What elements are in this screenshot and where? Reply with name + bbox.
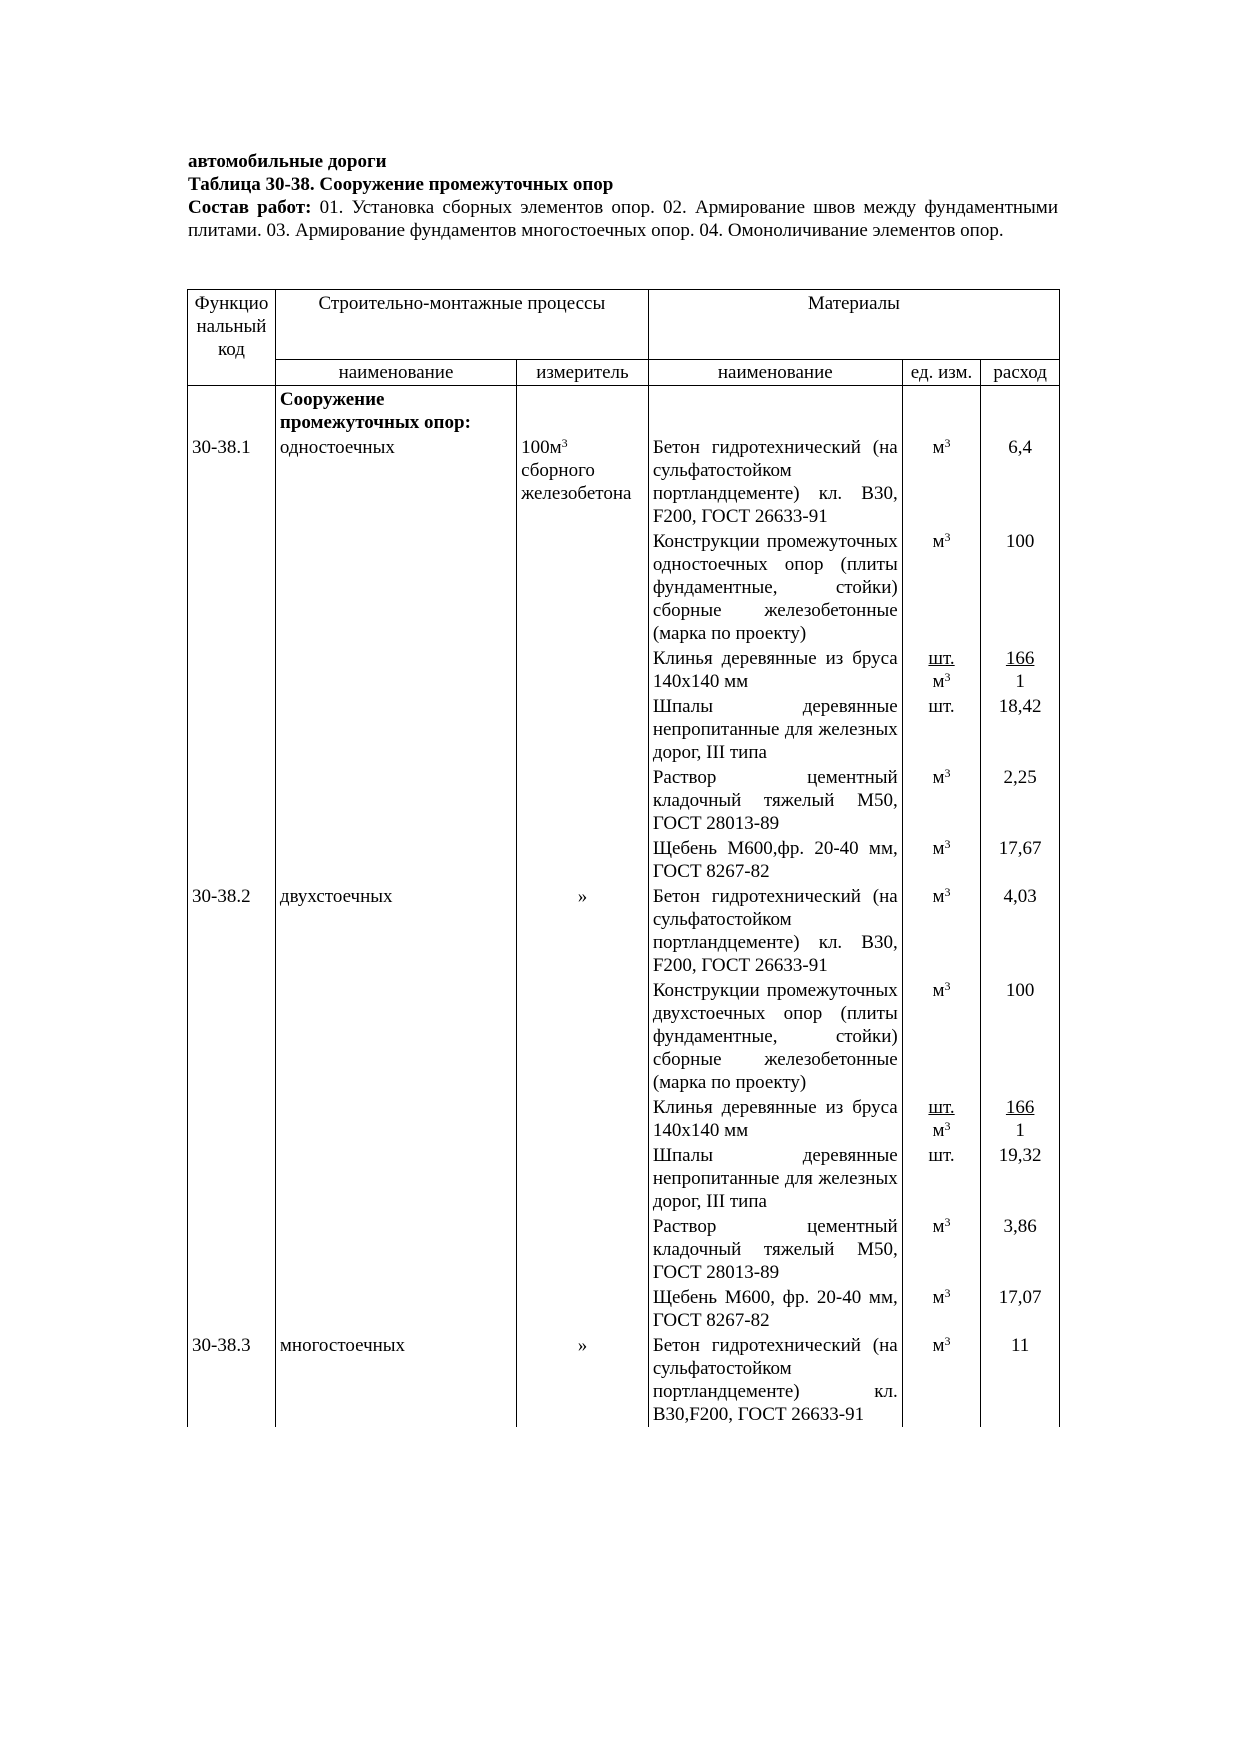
material-cell <box>648 386 902 436</box>
header-materials: Материалы <box>648 290 1059 360</box>
rate-value: 17,67 <box>998 838 1042 859</box>
unit-superscript: 3 <box>944 1215 951 1229</box>
rate-top: 166 <box>1005 648 1035 669</box>
code-cell <box>188 1095 276 1143</box>
table-row <box>188 1143 1060 1214</box>
rate-cell <box>981 646 1060 694</box>
meter-cell <box>517 646 649 694</box>
group-title-cell <box>275 386 516 436</box>
unit-superscript: 3 <box>944 436 951 450</box>
rate-cell <box>981 884 1060 978</box>
rate-cell <box>981 1095 1060 1143</box>
process-name: многостоечных <box>279 1335 406 1356</box>
unit-m: м <box>932 671 945 692</box>
function-code: 30-38.2 <box>192 886 251 907</box>
process-name-cell <box>275 978 516 1095</box>
material-name: Клинья деревянные из бруса 140х140 мм <box>652 648 898 692</box>
material-name-cell <box>648 836 902 884</box>
unit-superscript: 3 <box>944 1119 951 1133</box>
process-name-cell <box>275 1095 516 1143</box>
header-processes: Строительно-монтажные процессы <box>275 290 648 360</box>
code-cell <box>188 529 276 646</box>
process-name-cell <box>275 884 516 978</box>
unit-superscript: 3 <box>944 979 951 993</box>
unit-m: м <box>932 437 945 458</box>
material-name: Раствор цементный кладочный тяжелый М50, ГОСТ 28013-89 <box>652 1216 898 1283</box>
table-row <box>188 884 1060 978</box>
rate-value: 100 <box>1005 980 1035 1001</box>
unit-cell <box>902 1333 981 1427</box>
unit-superscript: 3 <box>944 837 951 851</box>
unit-m: м <box>932 1120 945 1141</box>
unit-cell <box>902 765 981 836</box>
unit-cell <box>902 386 981 436</box>
code-cell <box>188 765 276 836</box>
unit-cell <box>902 435 981 529</box>
header-unit: ед. изм. <box>902 360 981 386</box>
unit-m: м <box>932 1216 945 1237</box>
unit-cell <box>902 836 981 884</box>
material-name: Бетон гидротехнический (на сульфатостойком портландцементе) кл. В30, F200, ГОСТ 26633-91 <box>652 437 898 527</box>
unit-cell <box>902 1095 981 1143</box>
code-cell <box>188 884 276 978</box>
process-name-cell <box>275 1214 516 1285</box>
rate-cell <box>981 978 1060 1095</box>
rate-value: 2,25 <box>1003 767 1037 788</box>
material-name: Щебень М600, фр. 20-40 мм, ГОСТ 8267-82 <box>652 1287 898 1331</box>
unit-pcs: шт. <box>928 1097 955 1118</box>
meter-superscript: 3 <box>561 436 568 450</box>
table-row <box>188 529 1060 646</box>
material-name-cell <box>648 978 902 1095</box>
material-name: Конструкции промежуточных двухстоечных опор (плиты фундаментные, стойки) сборные железобетонные (марка по проекту) <box>652 980 898 1093</box>
table-row <box>188 435 1060 529</box>
unit-pcs: шт. <box>928 696 955 717</box>
code-cell <box>188 694 276 765</box>
table-body <box>188 386 1060 1428</box>
material-name-cell <box>648 1333 902 1427</box>
material-name-cell <box>648 765 902 836</box>
document-header <box>188 150 1058 242</box>
table-row <box>188 694 1060 765</box>
rate-value: 6,4 <box>1008 437 1033 458</box>
unit-superscript: 3 <box>944 1286 951 1300</box>
rate-bottom: 1 <box>1015 671 1025 692</box>
material-name: Конструкции промежуточных одностоечных опор (плиты фундаментные, стойки) сборные железобетонные (марка по проекту) <box>652 531 898 644</box>
rate-cell <box>981 1214 1060 1285</box>
meter-cell <box>517 836 649 884</box>
rate-cell <box>981 1143 1060 1214</box>
rate-value: 4,03 <box>1003 886 1037 907</box>
meter-cell <box>517 1143 649 1214</box>
unit-superscript: 3 <box>944 766 951 780</box>
code-cell <box>188 1214 276 1285</box>
table-row <box>188 836 1060 884</box>
meter-value: 100м <box>521 437 562 458</box>
rate-cell <box>981 836 1060 884</box>
material-name-cell <box>648 1143 902 1214</box>
unit-superscript: 3 <box>944 1334 951 1348</box>
unit-m: м <box>932 531 945 552</box>
material-name: Щебень М600,фр. 20-40 мм, ГОСТ 8267-82 <box>652 838 898 882</box>
material-name: Раствор цементный кладочный тяжелый М50, ГОСТ 28013-89 <box>652 767 898 834</box>
material-name-cell <box>648 694 902 765</box>
rate-value: 100 <box>1005 531 1035 552</box>
group-title: Сооружение промежуточных опор <box>279 389 465 433</box>
process-name-cell <box>275 694 516 765</box>
unit-m: м <box>932 838 945 859</box>
rate-value: 3,86 <box>1003 1216 1037 1237</box>
meter-cell <box>517 978 649 1095</box>
unit-m: м <box>932 886 945 907</box>
norms-table <box>187 289 1060 1427</box>
code-cell <box>188 646 276 694</box>
material-name: Бетон гидротехнический (на сульфатостойком портландцементе) кл. В30, F200, ГОСТ 26633-91 <box>652 886 898 976</box>
table-row-group-title <box>188 386 1060 436</box>
meter-cell <box>517 1285 649 1333</box>
rate-cell <box>981 386 1060 436</box>
section-title: автомобильные дороги <box>188 151 387 172</box>
function-code: 30-38.3 <box>192 1335 251 1356</box>
unit-cell <box>902 1214 981 1285</box>
material-name-cell <box>648 1214 902 1285</box>
group-title-colon: : <box>464 412 471 433</box>
meter-cell <box>517 386 649 436</box>
material-name: Шпалы деревянные непропитанные для железных дорог, III типа <box>652 1145 898 1212</box>
table-row <box>188 1214 1060 1285</box>
code-cell <box>188 978 276 1095</box>
process-name-cell <box>275 529 516 646</box>
code-cell <box>188 1143 276 1214</box>
rate-value: 11 <box>1011 1335 1030 1356</box>
process-name-cell <box>275 1285 516 1333</box>
unit-superscript: 3 <box>944 670 951 684</box>
header-material-name: наименование <box>648 360 902 386</box>
unit-superscript: 3 <box>944 530 951 544</box>
meter-cell <box>517 435 649 529</box>
header-code: Функцио нальный код <box>188 290 276 386</box>
material-name-cell <box>648 529 902 646</box>
meter-cell <box>517 694 649 765</box>
work-composition-text: 01. Установка сборных элементов опор. 02. Армирование швов между фундаментными плитами. 03. Армирование фундаментов многостоечных опор. 04. Омоноличивание элементов опор. <box>188 197 1058 241</box>
process-name-cell <box>275 646 516 694</box>
work-composition-label: Состав работ: <box>188 197 312 218</box>
header-rate: расход <box>981 360 1060 386</box>
meter-cell <box>517 765 649 836</box>
material-name: Клинья деревянные из бруса 140х140 мм <box>652 1097 898 1141</box>
unit-m: м <box>932 767 945 788</box>
meter-cell <box>517 1333 649 1427</box>
rate-cell <box>981 694 1060 765</box>
unit-cell <box>902 1143 981 1214</box>
rate-value: 17,07 <box>998 1287 1042 1308</box>
rate-cell <box>981 1285 1060 1333</box>
unit-pcs: шт. <box>928 1145 955 1166</box>
unit-cell <box>902 1285 981 1333</box>
rate-cell <box>981 1333 1060 1427</box>
code-cell <box>188 435 276 529</box>
unit-m: м <box>932 980 945 1001</box>
material-name-cell <box>648 646 902 694</box>
rate-bottom: 1 <box>1015 1120 1025 1141</box>
rate-cell <box>981 435 1060 529</box>
meter-cell <box>517 1095 649 1143</box>
unit-pcs: шт. <box>928 648 955 669</box>
unit-superscript: 3 <box>944 885 951 899</box>
code-cell <box>188 1333 276 1427</box>
process-name: одностоечных <box>279 437 395 458</box>
rate-value: 18,42 <box>998 696 1042 717</box>
material-name-cell <box>648 1285 902 1333</box>
table-row <box>188 978 1060 1095</box>
header-meter: измеритель <box>517 360 649 386</box>
same-mark: » <box>577 886 588 907</box>
unit-m: м <box>932 1287 945 1308</box>
material-name-cell <box>648 1095 902 1143</box>
table-row <box>188 1095 1060 1143</box>
table-row <box>188 765 1060 836</box>
meter-cell <box>517 529 649 646</box>
meter-cell <box>517 884 649 978</box>
table-row <box>188 646 1060 694</box>
meter-rest: сборного железобетона <box>521 460 632 504</box>
unit-cell <box>902 978 981 1095</box>
work-composition <box>188 196 1058 242</box>
rate-top: 166 <box>1005 1097 1035 1118</box>
unit-cell <box>902 694 981 765</box>
header-process-name: наименование <box>275 360 516 386</box>
material-name-cell <box>648 435 902 529</box>
process-name-cell <box>275 1333 516 1427</box>
material-name: Бетон гидротехнический (на сульфатостойком портландцементе) кл. В30,F200, ГОСТ 26633-91 <box>652 1335 898 1425</box>
rate-cell <box>981 765 1060 836</box>
rate-cell <box>981 529 1060 646</box>
unit-m: м <box>932 1335 945 1356</box>
table-row <box>188 1333 1060 1427</box>
meter-cell <box>517 1214 649 1285</box>
process-name-cell <box>275 435 516 529</box>
code-cell <box>188 386 276 436</box>
process-name-cell <box>275 836 516 884</box>
unit-cell <box>902 529 981 646</box>
process-name: двухстоечных <box>279 886 393 907</box>
table-title: Таблица 30-38. Сооружение промежуточных опор <box>188 174 614 195</box>
rate-value: 19,32 <box>998 1145 1042 1166</box>
table-row <box>188 1285 1060 1333</box>
process-name-cell <box>275 1143 516 1214</box>
code-cell <box>188 1285 276 1333</box>
material-name: Шпалы деревянные непропитанные для железных дорог, III типа <box>652 696 898 763</box>
unit-cell <box>902 884 981 978</box>
code-cell <box>188 836 276 884</box>
unit-cell <box>902 646 981 694</box>
material-name-cell <box>648 884 902 978</box>
process-name-cell <box>275 765 516 836</box>
function-code: 30-38.1 <box>192 437 251 458</box>
same-mark: » <box>577 1335 588 1356</box>
